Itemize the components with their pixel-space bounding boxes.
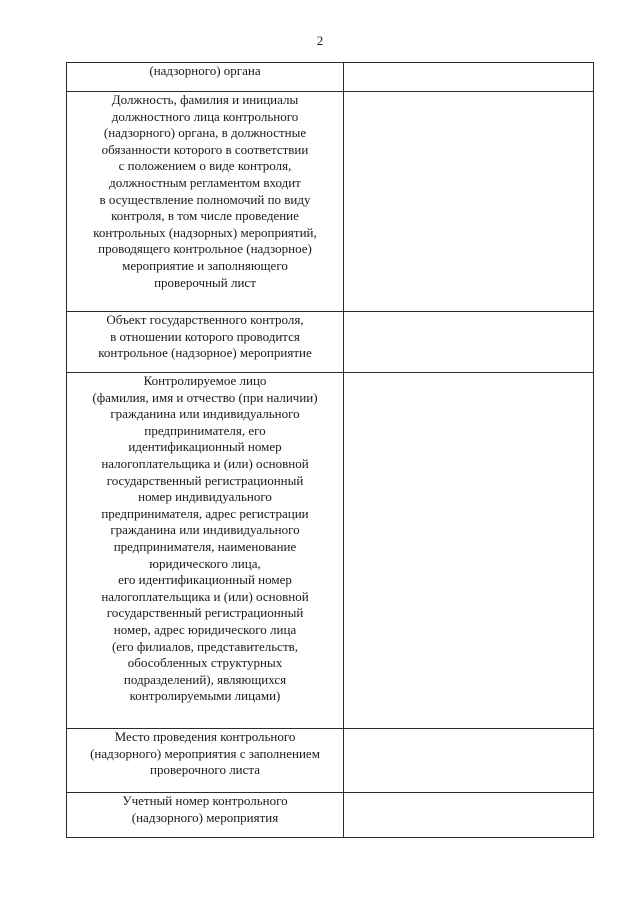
row-value-field[interactable] bbox=[344, 92, 594, 312]
row-label: Должность, фамилия и инициалы должностного лица контрольного (надзорного) органа, в должностные обязанности которого в соответствии с положением о виде контроля, должностным регламентом входит в осуществление полномочий по виду контроля, в том числе проведение контрольных (надзорных) мероприятий, проводящего контрольное (надзорное) мероприятие и заполняющего проверочный лист bbox=[67, 92, 344, 312]
row-label: Место проведения контрольного (надзорного) мероприятия с заполнением проверочного листа bbox=[67, 729, 344, 793]
table-row bbox=[67, 312, 594, 373]
row-value-field[interactable] bbox=[344, 373, 594, 729]
row-value-field[interactable] bbox=[344, 729, 594, 793]
table-row bbox=[67, 92, 594, 312]
row-value-field[interactable] bbox=[344, 793, 594, 838]
page-number: 2 bbox=[316, 33, 324, 48]
row-label: Объект государственного контроля, в отношении которого проводится контрольное (надзорное) мероприятие bbox=[67, 312, 344, 373]
table-row bbox=[67, 63, 594, 92]
row-value-field[interactable] bbox=[344, 312, 594, 373]
row-label: Учетный номер контрольного (надзорного) мероприятия bbox=[67, 793, 344, 838]
row-value-field[interactable] bbox=[344, 63, 594, 92]
table-row bbox=[67, 729, 594, 793]
table-row bbox=[67, 793, 594, 838]
table-row bbox=[67, 373, 594, 729]
checklist-form-table bbox=[66, 62, 594, 838]
row-label: Контролируемое лицо (фамилия, имя и отчество (при наличии) гражданина или индивидуального предпринимателя, его идентификационный номер налогоплательщика и (или) основной государственный регистрационный номер индивидуального предпринимателя, адрес регистрации гражданина или индивидуального предпринимателя, наименование юридического лица, его идентификационный номер налогоплательщика и (или) основной государственный регистрационный номер, адрес юридического лица (его филиалов, представительств, обособленных структурных подразделений), являющихся контролируемыми лицами) bbox=[67, 373, 344, 729]
row-label: (надзорного) органа bbox=[67, 63, 344, 92]
